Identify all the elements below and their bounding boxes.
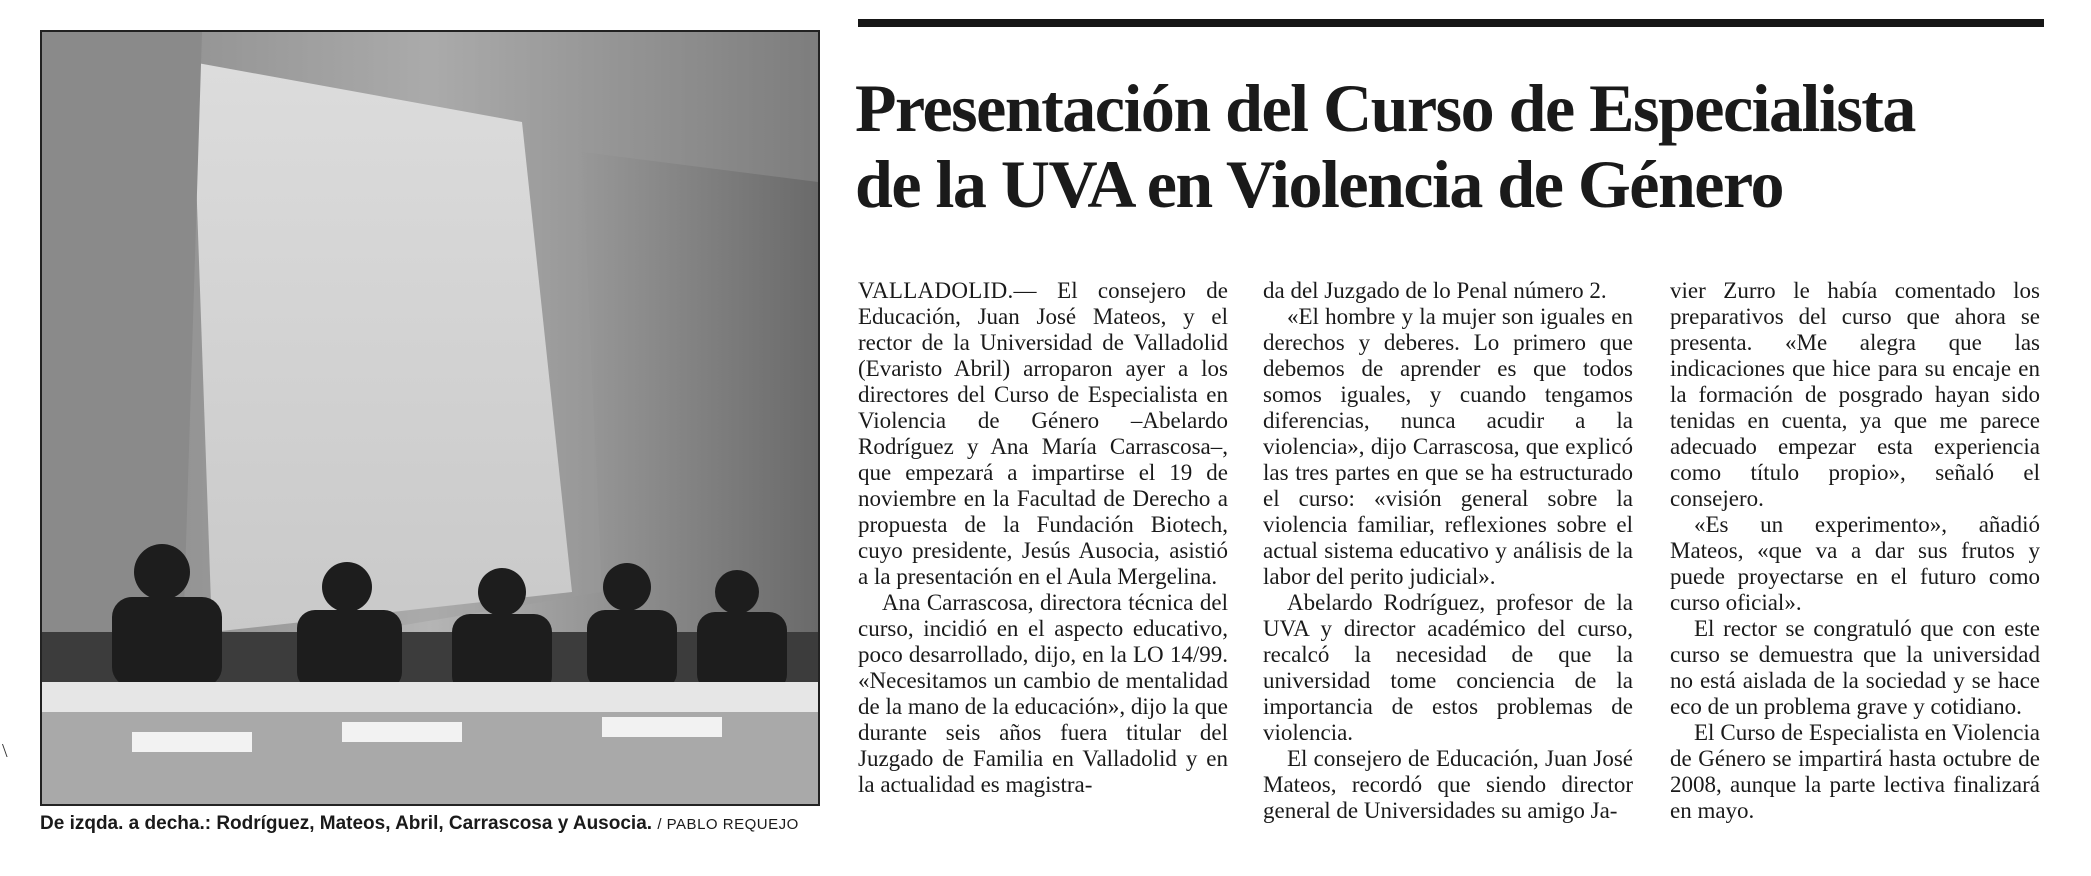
projection-screen (192, 62, 572, 632)
headline (855, 70, 2055, 222)
paragraph (858, 278, 1228, 590)
conference-photo (42, 32, 818, 804)
paragraph: El consejero de Educación, Juan José Mateos, recordó que siendo director general de Universidades su amigo Ja- (1263, 746, 1633, 823)
caption-text: De izqda. a decha.: Rodríguez, Mateos, Abril, Carrascosa y Ausocia. (40, 813, 653, 834)
paragraph: da del Juzgado de lo Penal número 2. (1263, 278, 1607, 303)
paragraph: vier Zurro le había comentado los preparativos del curso que ahora se presenta. «Me alegra que las indicaciones que hice para su encaje en la formación de posgrado hayan sido tenidas en cuenta, ya que me parece adecuado empezar esta experiencia como título propio», señaló el consejero. (1670, 278, 2040, 511)
photo-credit: / PABLO REQUEJO (657, 816, 799, 833)
paragraph: «Es un experimento», añadió Mateos, «que va a dar sus frutos y puede proyectarse en el futuro como curso oficial». (1670, 512, 2040, 615)
article-column-3 (1670, 278, 2040, 824)
headline-line-1: Presentación del Curso de Especialista (855, 70, 1915, 146)
article-column-1 (858, 278, 1228, 798)
paragraph: Ana Carrascosa, directora técnica del curso, incidió en el aspecto educativo, poco desarrollado, dijo, en la LO 14/99. «Necesitamos un cambio de mentalidad de la mano de la educación», dijo la que durante seis años fuera titular del Juzgado de Familia en Valladolid y en la actualidad es magistra- (858, 590, 1228, 797)
photo-caption (40, 813, 840, 835)
paragraph-text: El consejero de Educación, Juan José Mateos, y el rector de la Universidad de Valladolid (Evaristo Abril) arroparon ayer a los directores del Curso de Especialista en Violencia de Género –Abelardo Rodríguez y Ana María Carrascosa–, que empezará a impartirse el 19 de noviembre en la Facultad de Derecho a propuesta de la Fundación Biotech, cuyo presidente, Jesús Ausocia, asistió a la presentación en el Aula Mergelina. (858, 278, 1229, 589)
dateline: VALLADOLID.— (858, 278, 1037, 303)
headline-line-2: de la UVA en Violencia de Género (855, 146, 1783, 222)
top-rule (858, 19, 2044, 27)
article-photo (40, 30, 820, 806)
margin-mark: \ (2, 740, 8, 762)
article-column-2 (1263, 278, 1633, 824)
paragraph: «El hombre y la mujer son iguales en derechos y deberes. Lo primero que debemos de aprender es que todos somos iguales, y cuando tengamos diferencias, nunca acudir a la violencia», dijo Carrascosa, que explicó las tres partes en que se ha estructurado el curso: «visión general sobre la violencia familiar, reflexiones sobre el actual sistema educativo y análisis de la labor del perito judicial». (1263, 304, 1633, 589)
paragraph: El rector se congratuló que con este curso se demuestra que la universidad no está aislada de la sociedad y se hace eco de un problema grave y cotidiano. (1670, 616, 2040, 719)
paragraph: El Curso de Especialista en Violencia de Género se impartirá hasta octubre de 2008, aunque la parte lectiva finalizará en mayo. (1670, 720, 2040, 823)
paragraph: Abelardo Rodríguez, profesor de la UVA y director académico del curso, recalcó la necesidad de que la universidad tome conciencia de la importancia de estos problemas de violencia. (1263, 590, 1633, 745)
